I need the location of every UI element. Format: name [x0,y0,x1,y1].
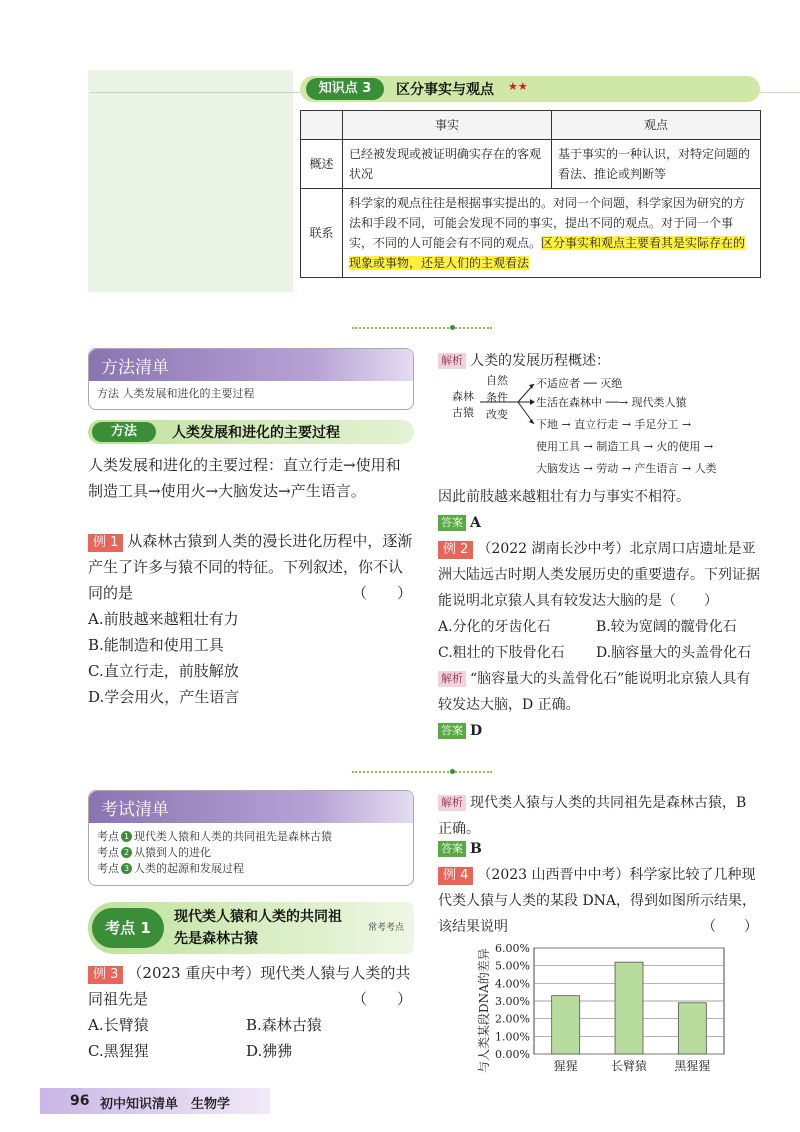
faded-background-block [88,70,293,292]
difficulty-stars-icon: ★★ [508,80,528,93]
knowledge-point-title: 区分事实与观点 [396,82,494,98]
number-3-icon: 3 [121,863,132,874]
option-a: A.长臂猿 [88,1016,149,1034]
example-4-text: （2023 山西晋中中考）科学家比较了几种现代类人猿与人类的某段 DNA，得到如图所示结果，该结果说明 [438,867,757,935]
number-1-icon: 1 [121,831,132,842]
option-c: C.直立行走，前肢解放 [88,662,239,680]
example-3-text: （2023 重庆中考）现代类人猿与人类的共同祖先是 [88,964,411,1008]
exam-point-3-text: 人类的起源和发展过程 [134,862,244,875]
analysis-label: 解析 [438,671,466,687]
answer-3 [438,836,482,862]
analysis-1-conclusion: 因此前肢越来越粗壮有力与事实不相符。 [438,489,690,505]
table-header-view: 观点 [552,111,761,140]
answer-label: 答案 [438,723,466,739]
knowledge-point-3-bar [300,76,760,102]
table-header-fact: 事实 [343,111,552,140]
frequency-badge: 常考考点 [367,923,404,933]
option-d: D.狒狒 [246,1042,293,1060]
example-label: 例 4 [438,867,473,885]
chart-y-tick-label: 1.00% [495,1030,530,1044]
example-1-text: 从森林古猿到人类的漫长进化历程中，逐渐产生了许多与猿不同的特征。下列叙述，你不认同的是 [88,532,413,602]
table-row-label: 联系 [301,189,343,278]
example-1-paren: （ ） [352,584,413,602]
book-title: 初中知识清单 生物学 [100,1097,231,1112]
exam-section-title: 考试清单 [101,800,169,820]
method-section-sub [97,386,255,402]
example-label: 例 2 [438,541,473,559]
example-label: 例 1 [88,534,123,552]
example-2-stem [438,536,763,614]
divider-dot [450,325,455,330]
chart-bar [678,1003,706,1054]
chart-x-ticks [554,1058,711,1073]
knowledge-point-tag: 知识点 3 [306,78,384,100]
chart-y-tick-label: 5.00% [495,959,530,973]
analysis-3-text: 现代类人猿与人类的共同祖先是森林古猿，B 正确。 [438,795,747,837]
option-b: B.较为宽阔的髋骨化石 [596,619,737,635]
page-number: 96 [70,1093,90,1109]
exam-point-1-text: 现代类人猿和人类的共同祖先是森林古猿 [134,830,332,843]
dotted-divider [352,771,492,773]
method-description: 人类发展和进化的主要过程：直立行走→使用和制造工具→使用火→大脑发达→产生语言。 [88,456,401,500]
exam-point-prefix: 考点 [97,830,119,843]
chart-bar [615,962,643,1054]
method-title: 人类发展和进化的主要过程 [172,425,340,441]
chart-x-tick-label: 长臂猿 [610,1059,648,1073]
answer-2-value: D [470,723,483,739]
chart-y-axis-label: 与人类某段DNA的差异 [477,948,491,1073]
chart-y-tick-label: 3.00% [495,995,530,1008]
flow-branch-5: 大脑发达 → 劳动 → 产生语言 → 人类 [536,462,717,475]
option-a: A.前肢越来越粗壮有力 [88,610,239,628]
exam-point-prefix: 考点 [97,862,119,875]
exam-section-points [97,829,332,877]
analysis-label: 解析 [438,795,466,811]
divider-dot [450,769,455,774]
dotted-divider [352,327,492,329]
method-section-band [89,349,413,381]
chart-bars [552,962,707,1054]
flow-branch-arrows [478,380,538,430]
answer-3-value: B [470,841,482,857]
analysis-1-intro [438,348,610,374]
answer-label: 答案 [438,841,466,857]
relation-highlight: 区分事实和观点主要看其是实际存在的现象或事物，还是人们的主观看法 [349,236,746,270]
option-d: D.学会用火，产生语言 [88,688,240,706]
table-cell-fact: 已经被发现或被证明确实存在的客观状况 [343,140,552,189]
exam-point-title: 现代类人猿和人类的共同祖先是森林古猿 [174,909,342,947]
answer-1-value: A [470,515,481,531]
number-2-icon: 2 [121,847,132,858]
analysis-label: 解析 [438,353,466,369]
chart-y-tick-label: 0.00% [495,1048,530,1061]
analysis-1-intro-text: 人类的发展历程概述： [470,353,610,369]
option-a: A.分化的牙齿化石 [438,619,551,635]
flow-condition-2: 条件 [486,391,508,404]
option-c: C.黑猩猩 [88,1042,149,1060]
flow-source-1: 森林 [452,390,474,403]
chart-y-tick-label: 6.00% [495,942,530,955]
exam-point-1 [97,829,332,845]
exam-point-1-bar [88,902,414,954]
analysis-2-text: “脑容量大的头盖骨化石”能说明北京猿人具有较发达大脑，D 正确。 [438,671,751,713]
flow-condition-1: 自然 [486,374,508,387]
method-section-sub-line: 方法 人类发展和进化的主要过程 [97,387,255,400]
exam-section-band [89,791,413,823]
chart-y-tick-label: 2.00% [495,1012,530,1026]
table-corner-cell [301,111,343,140]
fact-vs-opinion-table [300,110,761,278]
example-4-paren: （ ） [702,919,758,935]
dna-difference-bar-chart [462,940,732,1080]
analysis-2 [438,666,763,718]
answer-2 [438,718,482,744]
chart-y-ticks [495,942,530,1061]
flow-source-2: 古猿 [452,406,474,419]
method-section-header [88,348,414,410]
option-b: B.能制造和使用工具 [88,636,224,654]
table-cell-relation [343,189,761,278]
example-3-paren: （ ） [352,990,413,1008]
method-section-title: 方法清单 [101,358,169,378]
exam-point-tag: 考点 1 [92,908,164,948]
exam-point-prefix: 考点 [97,846,119,859]
method-tag: 方法 [92,422,156,442]
flow-branch-4: 使用工具 → 制造工具 → 火的使用 → [536,440,714,453]
flow-branch-2: 生活在森林中 ──→ 现代类人猿 [536,396,687,409]
flow-condition-3: 改变 [486,408,508,421]
flow-branch-3: 下地 → 直立行走 → 手足分工 → [536,418,692,431]
answer-label: 答案 [438,515,466,531]
table-cell-view: 基于事实的一种认识，对特定问题的看法、推论或判断等 [552,140,761,189]
method-bar [88,420,414,444]
table-row [301,140,761,189]
option-b: B.森林古猿 [246,1016,322,1034]
evolution-flow-diagram [440,372,770,484]
exam-section-header [88,790,414,886]
page-footer [40,1088,270,1114]
example-label: 例 3 [88,966,123,984]
option-d: D.脑容量大的头盖骨化石 [596,645,752,661]
exam-point-2 [97,845,332,861]
example-2-text: （2022 湖南长沙中考）北京周口店遗址是亚洲大陆远古时期人类发展历史的重要遗存。下列证据能说明北京猿人具有较发达大脑的是（ ） [438,541,760,609]
option-c: C.粗壮的下肢骨化石 [438,645,565,661]
chart-x-tick-label: 黑猩猩 [674,1059,711,1073]
exam-point-3 [97,861,332,877]
table-row [301,189,761,278]
analysis-3 [438,790,763,842]
flow-branch-1: 不适应者 ── 灭绝 [536,377,623,390]
chart-x-tick-label: 猩猩 [553,1059,578,1073]
relation-text: 科学家的观点往往是根据事实提出的。对同一个问题，科学家因为研究的方法和手段不同，可能会发现不同的事实，提出不同的观点。对于同一个事实，不同的人可能会有不同的观点。 [349,196,746,250]
exam-point-2-text: 从猿到人的进化 [134,846,211,859]
table-row-label: 概述 [301,140,343,189]
table-header-row [301,111,761,140]
chart-bar [552,996,580,1054]
chart-y-tick-label: 4.00% [495,977,530,991]
answer-1 [438,510,481,536]
